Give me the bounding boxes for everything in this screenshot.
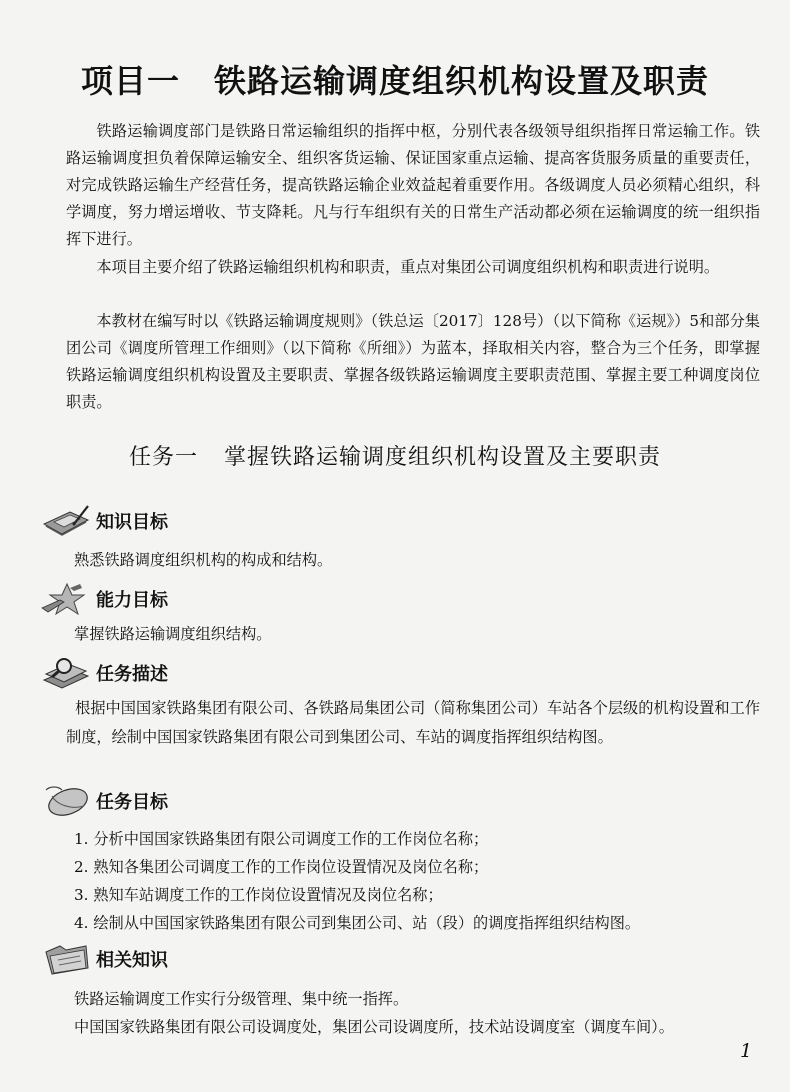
related-label: 相关知识 [96, 950, 168, 971]
pen-book-icon [40, 504, 94, 538]
books-magnifier-icon [40, 656, 94, 690]
task-desc-label: 任务描述 [96, 664, 168, 685]
intro-paragraph-1: 铁路运输调度部门是铁路日常运输组织的指挥中枢，分别代表各级领导组织指挥日常运输工作。铁路运输调度担负着保障运输安全、组织客货运输、保证国家重点运输、提高客货服务质量的重要责任，对完成铁路运输生产经营任务，提高铁路运输企业效益起着重要作用。各级调度人员必须精心组织，科学调度，努力增运增收、节支降耗。凡与行车组织有关的日常生产活动都必须在运输调度的统一组织指挥下进行。 [66, 122, 760, 248]
related-text-line: 铁路运输调度工作实行分级管理、集中统一指挥。 [74, 990, 409, 1008]
related-text-line: 中国国家铁路集团有限公司设调度处，集团公司设调度所，技术站设调度室（调度车间）。 [74, 1018, 674, 1036]
intro-paragraph-2: 本项目主要介绍了铁路运输组织机构和职责，重点对集团公司调度组织机构和职责进行说明。 [96, 258, 720, 276]
folder-icon [40, 942, 94, 976]
page-number: 1 [740, 1040, 753, 1062]
knowledge-goal-heading [40, 504, 168, 538]
intro-paragraph-3: 本教材在编写时以《铁路运输调度规则》（铁总运〔2017〕128号）（以下简称《运规》）5和部分集团公司《调度所管理工作细则》（以下简称《所细》）为蓝本，择取相关内容，整合为三个任务，即掌握铁路运输调度组织机构设置及主要职责、掌握各级铁路运输调度主要职责范围、掌握主要工种调度岗位职责。 [66, 312, 760, 411]
task-goal-item: 1. 分析中国国家铁路集团有限公司调度工作的工作岗位名称； [74, 830, 489, 848]
task-goal-item: 2. 熟知各集团公司调度工作的工作岗位设置情况及岗位名称； [74, 858, 489, 876]
task-goal-label: 任务目标 [96, 792, 168, 813]
star-plane-icon [40, 582, 94, 616]
task-goal-item: 3. 熟知车站调度工作的工作岗位设置情况及岗位名称； [74, 886, 443, 904]
mouse-icon [40, 784, 94, 818]
ability-goal-label: 能力目标 [96, 590, 168, 611]
ability-goal-text: 掌握铁路运输调度组织结构。 [74, 625, 272, 643]
task-desc-text: 根据中国国家铁路集团有限公司、各铁路局集团公司（简称集团公司）车站各个层级的机构设置和工作制度，绘制中国国家铁路集团有限公司到集团公司、车站的调度指挥组织结构图。 [66, 699, 760, 746]
task-number: 任务一 [128, 445, 198, 470]
knowledge-goal-text: 熟悉铁路调度组织机构的构成和结构。 [74, 551, 333, 569]
project-number: 项目一 [80, 62, 180, 100]
ability-goal-heading [40, 582, 168, 616]
knowledge-goal-label: 知识目标 [96, 512, 168, 533]
task-goal-heading [40, 784, 168, 818]
task-name: 掌握铁路运输调度组织机构设置及主要职责 [224, 445, 662, 470]
related-heading [40, 942, 168, 976]
task-desc-heading [40, 656, 168, 690]
task-title [0, 440, 790, 471]
chapter-title [0, 56, 790, 102]
project-title: 铁路运输调度组织机构设置及职责 [214, 62, 710, 100]
task-goal-item: 4. 绘制从中国国家铁路集团有限公司到集团公司、站（段）的调度指挥组织结构图。 [74, 914, 641, 932]
